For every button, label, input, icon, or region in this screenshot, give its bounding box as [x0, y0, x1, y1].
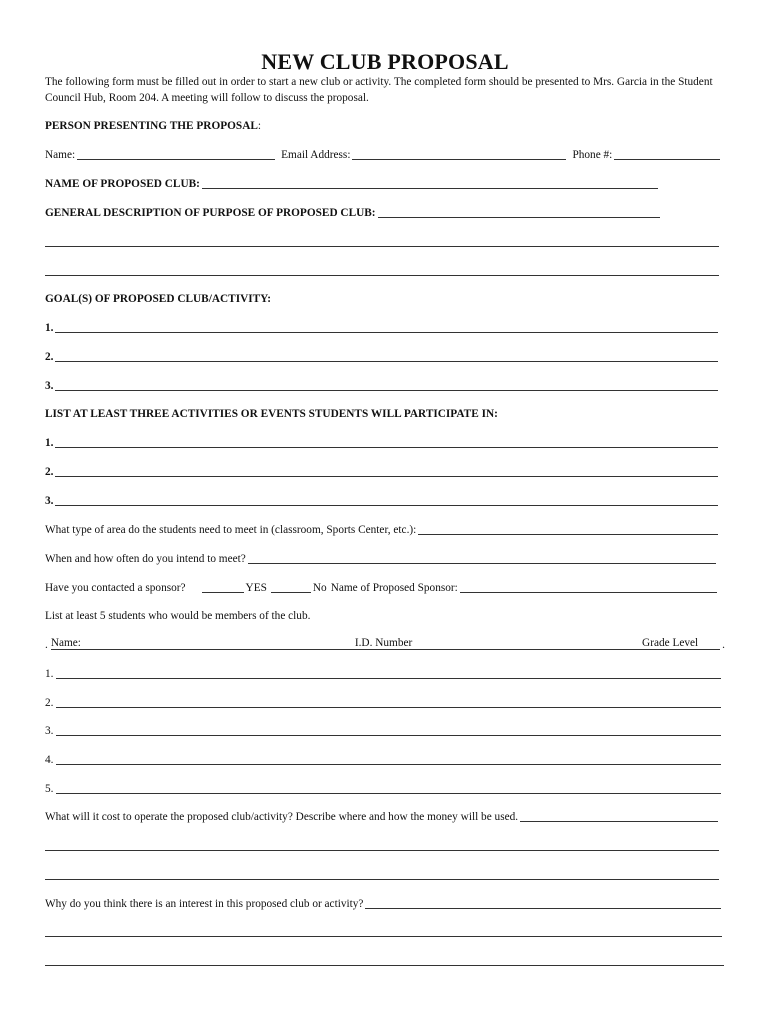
- activity-field-3[interactable]: [55, 493, 718, 506]
- members-header-trailing-dot: .: [722, 639, 725, 651]
- club-name-label: NAME OF PROPOSED CLUB:: [45, 178, 200, 190]
- description-line-2: [45, 232, 720, 248]
- sponsor-name-label: Name of Proposed Sponsor:: [330, 582, 458, 594]
- description-row: [45, 203, 661, 219]
- email-label: Email Address:: [281, 149, 351, 161]
- id-column-label: I.D. Number: [354, 637, 413, 649]
- member-row: [45, 664, 722, 680]
- member-row: [45, 750, 722, 766]
- presenter-heading: [45, 116, 721, 132]
- presenter-heading-label: PERSON PRESENTING THE PROPOSAL: [45, 120, 258, 132]
- description-field-2[interactable]: [45, 234, 719, 247]
- presenter-name-field[interactable]: [77, 147, 275, 160]
- member-row: [45, 721, 722, 737]
- interest-field-2[interactable]: [45, 924, 722, 937]
- activity-row-1: [45, 433, 719, 449]
- no-label: No: [312, 582, 327, 594]
- description-label: GENERAL DESCRIPTION OF PURPOSE OF PROPOSED CLUB:: [45, 207, 376, 219]
- cost-line-2: [45, 836, 720, 852]
- interest-field-3[interactable]: [45, 953, 724, 966]
- goal-number: 2.: [45, 351, 54, 363]
- area-field[interactable]: [418, 522, 718, 535]
- member-number: 4.: [45, 754, 54, 766]
- member-field-3[interactable]: [56, 723, 721, 736]
- member-number: 3.: [45, 725, 54, 737]
- sponsor-row: [45, 578, 718, 594]
- description-field[interactable]: [378, 205, 660, 218]
- sponsor-question: Have you contacted a sponsor?: [45, 582, 186, 594]
- interest-question: Why do you think there is an interest in this proposed club or activity?: [45, 898, 364, 910]
- cost-row: [45, 807, 719, 823]
- cost-question: What will it cost to operate the proposed club/activity? Describe where and how the money will be used.: [45, 811, 519, 823]
- member-number: 2.: [45, 697, 54, 709]
- when-question: When and how often do you intend to meet?: [45, 553, 246, 565]
- member-field-5[interactable]: [56, 781, 721, 794]
- members-header: [45, 635, 725, 651]
- sponsor-name-field[interactable]: [460, 580, 717, 593]
- activity-field-1[interactable]: [55, 435, 718, 448]
- presenter-row: [45, 145, 721, 161]
- interest-field[interactable]: [365, 896, 721, 909]
- grade-column-label: Grade Level: [642, 637, 699, 649]
- interest-row: [45, 894, 722, 910]
- goal-number: 1.: [45, 322, 54, 334]
- activity-number: 3.: [45, 495, 54, 507]
- area-question: What type of area do the students need to meet in (classroom, Sports Center, etc.):: [45, 524, 417, 536]
- member-row: [45, 779, 722, 795]
- members-instruction: List at least 5 students who would be members of the club.: [45, 610, 311, 622]
- goal-field-3[interactable]: [55, 378, 718, 391]
- goal-field-2[interactable]: [55, 349, 718, 362]
- activity-field-2[interactable]: [55, 464, 718, 477]
- grade-column-header: [593, 637, 720, 650]
- name-column-label: Name:: [50, 637, 81, 649]
- goals-heading: GOAL(S) OF PROPOSED CLUB/ACTIVITY:: [45, 293, 272, 305]
- member-row: [45, 693, 722, 709]
- activity-number: 1.: [45, 437, 54, 449]
- yes-label: YES: [245, 582, 267, 594]
- goal-number: 3.: [45, 380, 54, 392]
- club-name-row: [45, 174, 659, 190]
- member-number: 1.: [45, 668, 54, 680]
- member-field-1[interactable]: [56, 666, 721, 679]
- when-field[interactable]: [248, 551, 716, 564]
- member-number: 5.: [45, 783, 54, 795]
- activity-row-3: [45, 491, 719, 507]
- members-header-dot: .: [45, 639, 48, 651]
- interest-line-2: [45, 922, 723, 938]
- activity-row-2: [45, 462, 719, 478]
- description-line-3: [45, 261, 720, 277]
- sponsor-yes-field[interactable]: [202, 580, 244, 593]
- cost-field-3[interactable]: [45, 867, 719, 880]
- goal-field-1[interactable]: [55, 320, 718, 333]
- cost-line-3: [45, 865, 720, 881]
- member-field-2[interactable]: [56, 695, 721, 708]
- presenter-heading-colon: :: [257, 120, 262, 132]
- presenter-phone-field[interactable]: [614, 147, 720, 160]
- id-column-header: [355, 637, 593, 650]
- goal-row-3: [45, 376, 719, 392]
- goal-row-2: [45, 347, 719, 363]
- cost-field-2[interactable]: [45, 838, 719, 851]
- goal-row-1: [45, 318, 719, 334]
- activity-number: 2.: [45, 466, 54, 478]
- area-row: [45, 520, 719, 536]
- description-field-3[interactable]: [45, 263, 719, 276]
- presenter-email-field[interactable]: [352, 147, 566, 160]
- member-field-4[interactable]: [56, 752, 721, 765]
- when-row: [45, 549, 717, 565]
- page-title: NEW CLUB PROPOSAL: [261, 49, 509, 74]
- cost-field[interactable]: [520, 809, 718, 822]
- phone-label: Phone #:: [572, 149, 613, 161]
- name-column-header: [51, 637, 355, 650]
- interest-line-3: [45, 951, 725, 967]
- name-label: Name:: [45, 149, 76, 161]
- activities-heading: LIST AT LEAST THREE ACTIVITIES OR EVENTS STUDENTS WILL PARTICIPATE IN:: [45, 408, 498, 420]
- club-name-field[interactable]: [202, 176, 658, 189]
- intro-text: The following form must be filled out in order to start a new club or activity. The completed form should be presented to Mrs. Garcia in the Student Council Hub, Room 204. A meeting will follow to discuss the proposal.: [45, 76, 713, 104]
- sponsor-no-field[interactable]: [271, 580, 311, 593]
